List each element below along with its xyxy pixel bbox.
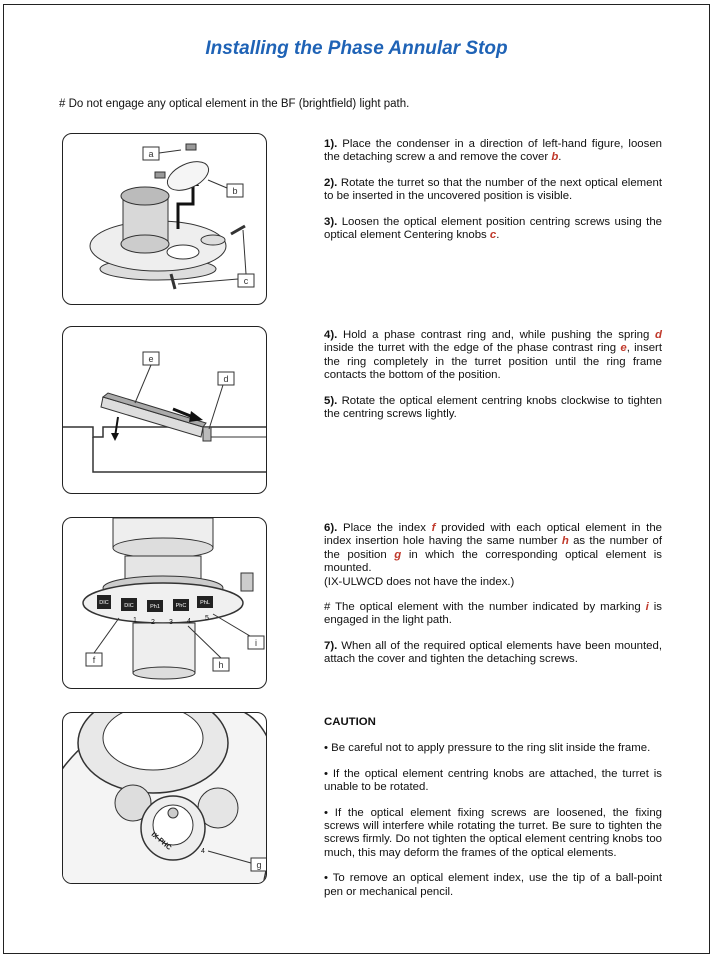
phase-ring-illustration [63,327,267,494]
position-number-5: 5 [205,615,209,622]
label-d: d [223,374,229,384]
condenser-cover-illustration [63,134,267,305]
position-number-1: 1 [133,617,137,624]
figure-index-placement [62,517,267,689]
step-7: 7). When all of the required optical elements have been mounted, attach the cover and tighten the detaching screws. [324,639,662,666]
step-5: 5). Rotate the optical element centring knobs clockwise to tighten the centring screws lightly. [324,394,662,421]
label-c: c [243,276,249,286]
label-g: g [256,860,262,870]
turret-index-illustration [63,518,267,689]
engraving-text: IX-PHC [149,831,173,852]
position-number-text: 4 [201,848,205,855]
slot-5-tag: PhL [200,600,210,606]
caution-item-2: • If the optical element centring knobs are attached, the turret is unable to be rotated. [324,767,662,794]
label-h: h [218,660,224,670]
steps-block-1 [324,138,662,254]
label-b: b [232,186,238,196]
slot-1-tag: DIC [99,600,109,606]
brightfield-note: # Do not engage any optical element in the BF (brightfield) light path. [59,98,410,110]
label-f: f [92,655,96,665]
page [3,4,710,954]
marking-note: # The optical element with the number indicated by marking i is engaged in the light path. [324,601,662,627]
slot-4-tag: PhC [175,603,187,609]
caution-block [324,716,662,911]
slot-3-tag: Ph1 [150,604,160,610]
step-3: 3). Loosen the optical element position centring screws using the optical element Centering knobs c. [324,215,662,242]
figure-turret-detail [62,712,267,884]
steps-block-3 [324,522,662,679]
step-6: 6). Place the index f provided with each optical element in the index insertion hole having the same number h as the number of the position g in which the corresponding optical element is mounted. [324,522,663,575]
page-title: Installing the Phase Annular Stop [205,38,508,59]
caution-item-3: • If the optical element fixing screws are loosened, the fixing screws will interfere while rotating the turret. Be sure to tighten the screws firmly. Do not tighten the optical element centring knobs too much, this may deform the frames of the optical elements. [324,806,662,859]
figure-condenser-cover [62,133,267,305]
caution-item-4: • To remove an optical element index, use the tip of a ball-point pen or mechanical pencil. [324,872,662,898]
position-number-2: 2 [151,619,155,626]
slot-2-tag: DIC [124,603,134,609]
step-1: 1). Place the condenser in a direction of left-hand figure, loosen the detaching screw a and remove the cover b. [324,138,662,164]
turret-detail-illustration [63,713,267,884]
position-number-4: 4 [187,618,191,625]
step-4: 4). Hold a phase contrast ring and, while pushing the spring d inside the turret with the edge of the phase contrast ring e, insert the ring completely in the turret position until the ring frame contacts the bottom of the position. [324,329,662,382]
caution-item-1: • Be careful not to apply pressure to the ring slit inside the frame. [324,742,651,755]
steps-block-2 [324,329,662,433]
label-a: a [148,149,154,159]
step-6-note: (IX-ULWCD does not have the index.) [324,575,515,588]
step-2: 2). Rotate the turret so that the number of the next optical element to be inserted in the uncovered position is visible. [324,176,662,203]
label-e: e [148,354,154,364]
caution-heading: CAUTION [324,716,376,728]
figure-phase-ring-insert [62,326,267,494]
position-number-3: 3 [169,619,173,626]
label-i: i [255,638,257,648]
